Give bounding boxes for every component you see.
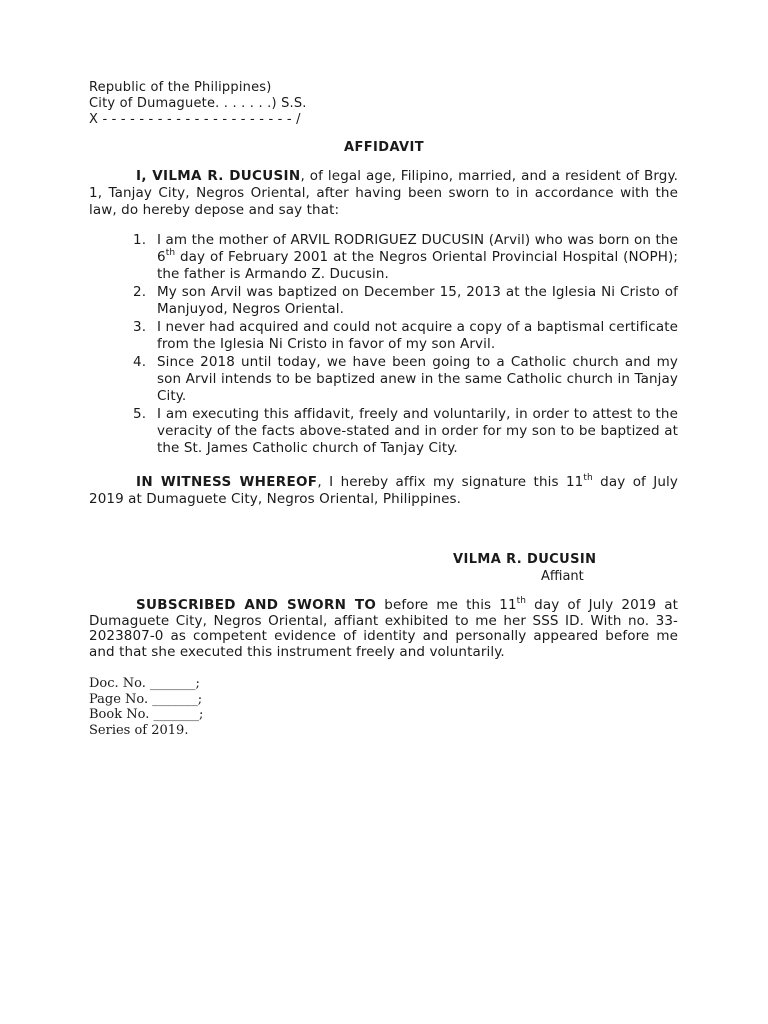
affiant-name: VILMA R. DUCUSIN — [453, 552, 597, 567]
intro-paragraph — [89, 168, 678, 219]
book-number: Book No. _______; — [89, 707, 204, 722]
item-number: 2. — [133, 284, 147, 300]
item-number: 4. — [133, 354, 147, 370]
caption-block — [89, 80, 307, 128]
list-item — [89, 354, 678, 405]
witness-text: , I hereby affix my signature this 11 — [317, 474, 584, 490]
item-text: I never had acquired and could not acquire a copy of a baptismal certificate from the Iglesia Ni Cristo in favor of my son Arvil. — [157, 319, 678, 352]
item-number: 3. — [133, 319, 147, 335]
affiant-name-intro: I, VILMA R. DUCUSIN — [136, 168, 301, 184]
statement-list — [89, 232, 678, 458]
jurat-lead: SUBSCRIBED AND SWORN TO — [136, 597, 377, 613]
item-text: Since 2018 until today, we have been going to a Catholic church and my son Arvil intends to be baptized anew in the same Catholic church in Tanjay City. — [157, 354, 678, 404]
list-item — [89, 232, 678, 283]
item-text: I am the mother of ARVIL RODRIGUEZ DUCUSIN (Arvil) who was born on the 6 — [157, 232, 678, 265]
doc-number: Doc. No. _______; — [89, 676, 200, 691]
witness-paragraph — [89, 474, 678, 508]
item-sup: th — [165, 247, 176, 258]
intro-text: , of legal age, Filipino, married, and a resident of Brgy. 1, Tanjay City, Negros Oriental, after having been sworn to in accordance with the law, do hereby depose and say that: — [89, 168, 678, 218]
list-item — [89, 284, 678, 318]
caption-x-line: X - - - - - - - - - - - - - - - - - - - - - / — [89, 112, 301, 127]
item-number: 5. — [133, 406, 147, 422]
item-number: 1. — [133, 232, 147, 248]
witness-sup: th — [583, 472, 593, 483]
caption-republic: Republic of the Philippines) — [89, 80, 272, 95]
notarial-register — [89, 676, 203, 738]
witness-lead: IN WITNESS WHEREOF — [136, 474, 318, 490]
affiant-label: Affiant — [541, 569, 584, 584]
item-text-cont: day of February 2001 at the Negros Oriental Provincial Hospital (NOPH); the father is Armando Z. Ducusin. — [157, 249, 678, 282]
jurat-text: before me this 11 — [376, 597, 517, 613]
caption-city: City of Dumaguete. . . . . . .) S.S. — [89, 96, 307, 111]
jurat-paragraph — [89, 595, 678, 660]
signature-block — [453, 551, 596, 585]
item-text: I am executing this affidavit, freely and voluntarily, in order to attest to the veracity of the facts above-stated and in order for my son to be baptized at the St. James Catholic church of Tanjay City. — [157, 406, 678, 456]
list-item — [89, 319, 678, 353]
witness-text-cont: day of July 2019 at Dumaguete City, Negros Oriental, Philippines. — [89, 474, 678, 507]
series-year: Series of 2019. — [89, 722, 189, 738]
jurat-text-cont: day of July 2019 at Dumaguete City, Negros Oriental, affiant exhibited to me her SSS ID. With no. 33-2023807-0 as competent evidence of identity and personally appeared before me and that she executed this instrument freely and voluntarily. — [89, 597, 678, 660]
page-number: Page No. _______; — [89, 691, 203, 707]
document-title: AFFIDAVIT — [344, 140, 424, 155]
jurat-sup: th — [516, 595, 527, 606]
list-item — [89, 406, 678, 457]
item-text: My son Arvil was baptized on December 15, 2013 at the Iglesia Ni Cristo of Manjuyod, Negros Oriental. — [157, 284, 678, 317]
